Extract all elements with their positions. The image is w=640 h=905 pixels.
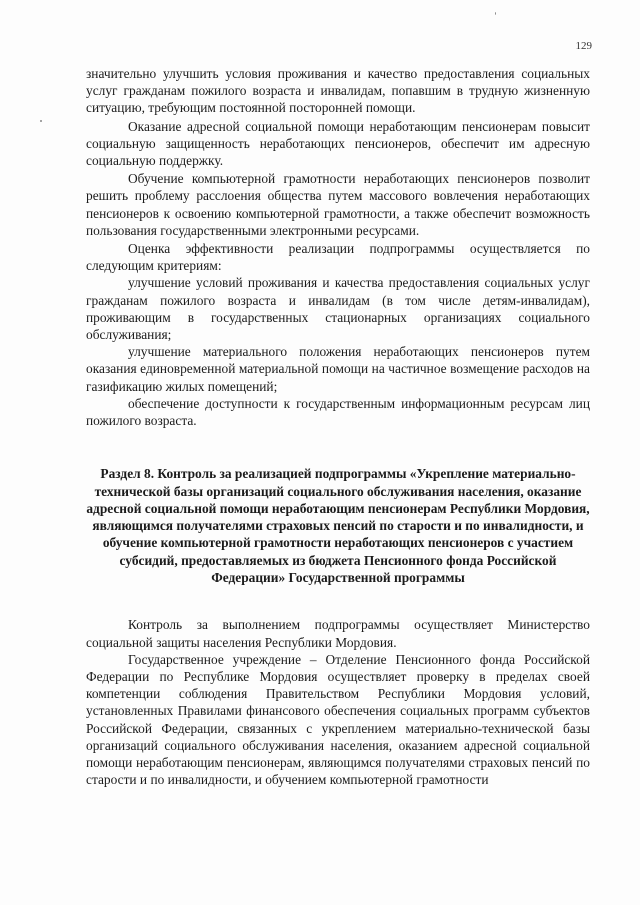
paragraph-computer-literacy: Обучение компьютерной грамотности неработающих пенсионеров позволит решить проблему расслоения общества путем массового вовлечения неработающих пенсионеров к освоению компьютерной грамотности, а также обеспечит возможность пользования государственными электронными ресурсами. <box>86 171 590 238</box>
paragraph-evaluation-criteria: Оценка эффективности реализации подпрограммы осуществляется по следующим критериям: <box>86 241 590 274</box>
scan-speck <box>495 12 496 15</box>
criteria-item-information-access: обеспечение доступности к государственным информационным ресурсам лиц пожилого возраста. <box>86 395 590 429</box>
paragraph-continuation: значительно улучшить условия проживания и качество предоставления социальных услуг гражданам пожилого возраста и инвалидам, попавшим в трудную жизненную ситуацию, требующим постоянной посторонней помощи. <box>86 66 590 116</box>
paragraph-social-aid: Оказание адресной социальной помощи неработающим пенсионерам повысит социальную защищенность неработающих пенсионеров, обеспечит им адресную социальную поддержку. <box>86 118 590 169</box>
document-body <box>86 65 590 788</box>
section-heading: Раздел 8. Контроль за реализацией подпрограммы «Укрепление материально-технической базы организаций социального обслуживания населения, оказание адресной социальной помощи неработающим пенсионерам Республики Мордовия, являющимся получателями страховых пенсий по старости и по инвалидности, и обучение компьютерной грамотности неработающих пенсионеров с участием субсидий, предоставляемых из бюджета Пенсионного фонда Российской Федерации» Государственной программы <box>86 466 590 586</box>
scan-speck <box>40 120 42 122</box>
paragraph-control: Контроль за выполнением подпрограммы осуществляет Министерство социальной защиты населения Республики Мордовия. <box>86 617 590 650</box>
paragraph-pension-fund-check: Государственное учреждение – Отделение Пенсионного фонда Российской Федерации по Республике Мордовия осуществляет проверку в пределах своей компетенции соблюдения Правительством Республики Мордовия условий, установленных Правилами финансового обеспечения социальных программ субъектов Российской Федерации, связанных с укреплением материально-технической базы организаций социального обслуживания населения, оказанием адресной социальной помощи неработающим пенсионерам, являющимся получателями страховых пенсий по старости и по инвалидности, и обучением компьютерной грамотности <box>86 651 590 788</box>
page-number: 129 <box>575 40 592 52</box>
criteria-item-material-position: улучшение материального положения неработающих пенсионеров путем оказания единовременной материальной помощи на частичное возмещение расходов на газификацию жилых помещений; <box>86 344 590 394</box>
criteria-item-living-conditions: улучшение условий проживания и качества предоставления социальных услуг гражданам пожилого возраста и инвалидам (в том числе детям-инвалидам), проживающим в государственных стационарных организациях социального обслуживания; <box>86 275 590 343</box>
